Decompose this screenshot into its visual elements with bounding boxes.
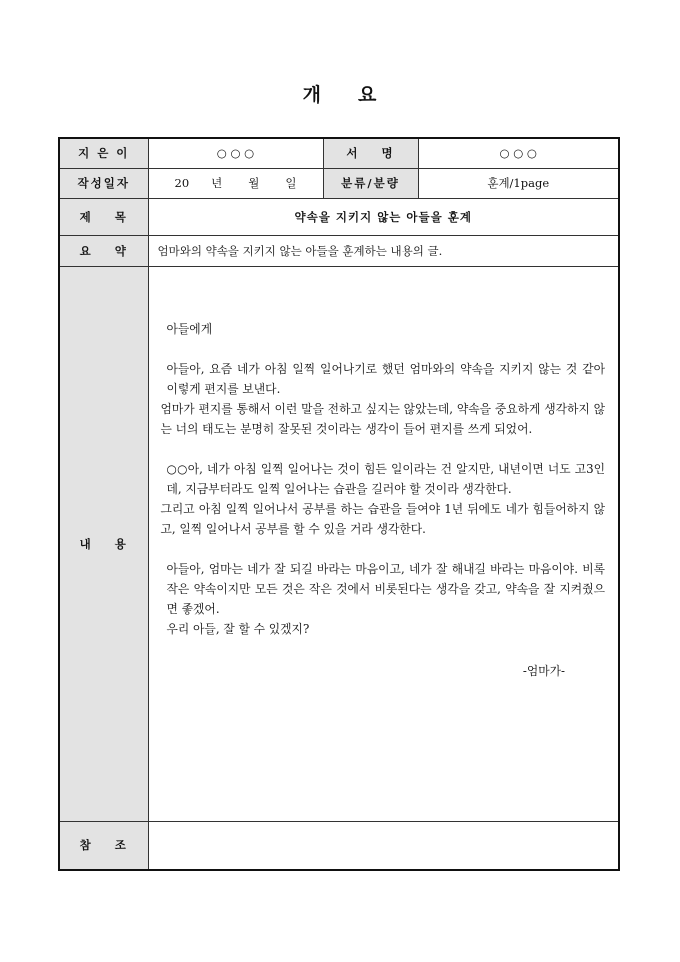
date-day-unit: 일 bbox=[285, 176, 297, 190]
letter-text bbox=[161, 319, 606, 681]
subject-label-a: 제 bbox=[79, 209, 93, 224]
letter-paragraph-4: 그리고 아침 일찍 일어나서 공부를 하는 습관을 들여야 1년 뒤에도 네가 힘들어하지 않고, 일찍 일어나서 공부를 할 수 있을 거라 생각한다. bbox=[160, 501, 605, 536]
author-value[interactable]: ○ ○ ○ bbox=[148, 138, 323, 168]
reference-value[interactable] bbox=[148, 821, 619, 870]
reference-label-a: 참 bbox=[79, 838, 93, 853]
letter-paragraph-1: 아들아, 요즘 네가 아침 일찍 일어나기로 했던 엄마와의 약속을 지키지 않는 것 같아 이렇게 편지를 보낸다. bbox=[166, 361, 605, 396]
summary-row bbox=[59, 235, 619, 266]
summary-label-b: 약 bbox=[114, 243, 128, 258]
subject-label-b: 목 bbox=[114, 209, 128, 224]
content-label-b: 용 bbox=[114, 536, 128, 551]
date-year-unit: 년 bbox=[211, 176, 223, 190]
letter-paragraph-2: 엄마가 편지를 통해서 이런 말을 전하고 싶지는 않았는데, 약속을 중요하게 생각하지 않는 너의 태도는 분명히 잘못된 것이라는 생각이 들어 편지를 쓰게 되었어. bbox=[160, 401, 605, 436]
summary-label bbox=[59, 235, 148, 266]
subject-value[interactable]: 약속을 지키지 않는 아들을 훈계 bbox=[148, 198, 619, 235]
signature-label-b: 명 bbox=[381, 146, 395, 161]
summary-form-table bbox=[58, 137, 620, 871]
category-value[interactable]: 훈계/1page bbox=[418, 168, 619, 198]
title-part-2: 요 bbox=[358, 84, 378, 106]
title-part-1: 개 bbox=[302, 84, 322, 106]
letter-paragraph-5: 아들아, 엄마는 네가 잘 되길 바라는 마음이고, 네가 잘 해내길 바라는 마음이야. 비록 작은 약속이지만 모든 것은 작은 것에서 비롯된다는 생각을 갖고, 약속을 잘 지켜줬으면 좋겠어. bbox=[166, 561, 605, 616]
signature-label-a: 서 bbox=[346, 146, 360, 161]
date-value[interactable] bbox=[148, 168, 323, 198]
reference-row bbox=[59, 821, 619, 870]
subject-row bbox=[59, 198, 619, 235]
reference-label-b: 조 bbox=[114, 838, 128, 853]
letter-signature: -엄마가- bbox=[522, 663, 565, 678]
date-year: 20 bbox=[174, 176, 190, 190]
summary-value[interactable]: 엄마와의 약속을 지키지 않는 아들을 훈계하는 내용의 글. bbox=[148, 235, 619, 266]
letter-paragraph-3: ○○아, 네가 아침 일찍 일어나는 것이 힘든 일이라는 건 알지만, 내년이면 너도 고3인데, 지금부터라도 일찍 일어나는 습관을 길러야 할 것이라 생각한다. bbox=[166, 461, 605, 496]
reference-label bbox=[59, 821, 148, 870]
author-label: 지 은 이 bbox=[59, 138, 148, 168]
content-body[interactable] bbox=[148, 266, 619, 821]
signature-value[interactable]: ○ ○ ○ bbox=[418, 138, 619, 168]
date-row bbox=[59, 168, 619, 198]
signature-label bbox=[323, 138, 418, 168]
summary-label-a: 요 bbox=[79, 243, 93, 258]
date-label: 작성일자 bbox=[59, 168, 148, 198]
document-title bbox=[0, 80, 680, 107]
date-month-unit: 월 bbox=[248, 176, 260, 190]
subject-label bbox=[59, 198, 148, 235]
letter-paragraph-6: 우리 아들, 잘 할 수 있겠지? bbox=[166, 621, 310, 636]
author-row bbox=[59, 138, 619, 168]
category-label: 분류/분량 bbox=[323, 168, 418, 198]
content-label-a: 내 bbox=[79, 536, 93, 551]
letter-greeting: 아들에게 bbox=[166, 321, 213, 336]
content-label bbox=[59, 266, 148, 821]
content-row bbox=[59, 266, 619, 821]
